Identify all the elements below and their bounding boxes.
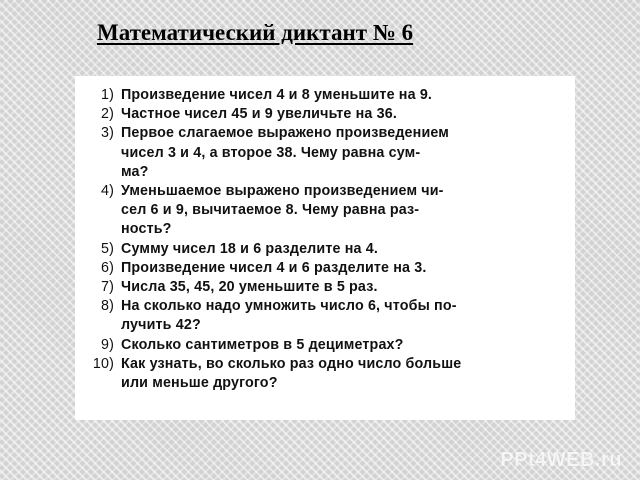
task-text xyxy=(121,182,569,240)
task-item-3 xyxy=(87,124,569,182)
task-line: На сколько надо умножить число 6, чтобы по- xyxy=(121,298,457,315)
task-line: Сколько сантиметров в 5 дециметрах? xyxy=(121,336,404,353)
task-number: 8) xyxy=(100,298,114,315)
task-text xyxy=(121,355,569,393)
task-number: 7) xyxy=(100,279,114,296)
task-text xyxy=(121,105,569,124)
task-line: Как узнать, во сколько раз одно число больше xyxy=(121,355,462,372)
task-number: 4) xyxy=(100,183,114,200)
task-text xyxy=(121,124,569,182)
task-line: Произведение чисел 4 и 8 уменьшите на 9. xyxy=(121,87,433,103)
task-item-9 xyxy=(87,336,569,355)
task-item-8 xyxy=(87,297,569,335)
dictation-sheet xyxy=(75,76,575,420)
task-line: или меньше другого? xyxy=(121,375,278,392)
task-number: 3) xyxy=(100,125,114,142)
page-title: Математический диктант № 6 xyxy=(97,20,414,45)
task-text xyxy=(121,278,569,297)
task-line: Частное чисел 45 и 9 увеличьте на 36. xyxy=(121,106,397,123)
task-number: 10) xyxy=(92,355,114,372)
task-item-5 xyxy=(87,240,569,259)
task-text xyxy=(121,336,569,355)
task-line: Произведение чисел 4 и 6 разделите на 3. xyxy=(121,259,427,276)
task-number: 2) xyxy=(100,106,114,123)
task-item-10 xyxy=(87,355,569,393)
task-line: ма? xyxy=(121,163,149,180)
watermark-text: PPt4WEB.ru xyxy=(500,449,622,471)
task-number: 9) xyxy=(100,336,114,353)
task-line: чисел 3 и 4, а второе 38. Чему равна сум- xyxy=(121,144,421,161)
task-text xyxy=(121,297,569,335)
task-line: ность? xyxy=(121,221,172,238)
task-text xyxy=(121,259,569,278)
task-item-7 xyxy=(87,278,569,297)
task-item-4 xyxy=(87,182,569,240)
task-line: Первое слагаемое выражено произведением xyxy=(121,125,450,142)
task-line: Числа 35, 45, 20 уменьшите в 5 раз. xyxy=(121,279,378,296)
task-item-2 xyxy=(87,105,569,124)
task-line: сел 6 и 9, вычитаемое 8. Чему равна раз- xyxy=(121,202,420,219)
task-item-6 xyxy=(87,259,569,278)
task-text xyxy=(121,240,569,259)
task-item-1 xyxy=(87,86,569,105)
task-line: лучить 42? xyxy=(121,317,201,334)
task-line: Сумму чисел 18 и 6 разделите на 4. xyxy=(121,240,378,257)
task-number: 6) xyxy=(100,259,114,276)
task-text xyxy=(121,86,569,105)
task-number: 1) xyxy=(100,87,114,103)
task-number: 5) xyxy=(100,240,114,257)
task-line: Уменьшаемое выражено произведением чи- xyxy=(121,183,444,200)
